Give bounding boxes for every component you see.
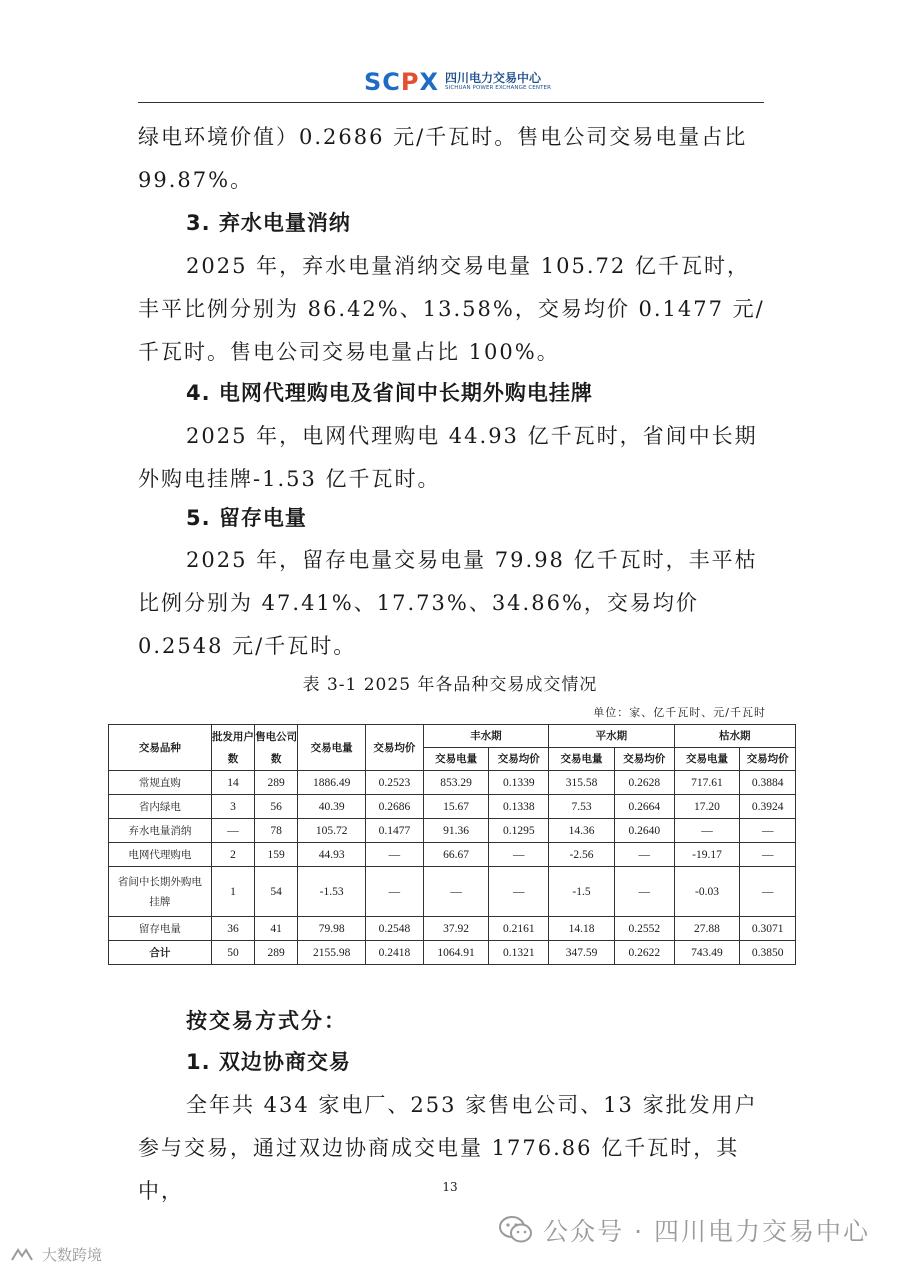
cell-price: 0.2686 xyxy=(366,795,424,819)
cell-wholesale: 36 xyxy=(211,917,254,941)
logo-mark-p: P xyxy=(400,68,420,96)
cell-variety: 合计 xyxy=(109,941,212,965)
cell-price: — xyxy=(366,843,424,867)
watermark xyxy=(499,1212,870,1248)
header-normal-volume: 交易电量 xyxy=(549,748,615,771)
table-row-total xyxy=(109,941,796,965)
header-retail: 售电公司数 xyxy=(255,725,298,771)
heading-bilateral: 1. 双边协商交易 xyxy=(186,1050,351,1074)
paragraph-bilateral: 全年共 434 家电厂、253 家售电公司、13 家批发用户参与交易，通过双边协商成交电量 1776.86 亿千瓦时，其中， xyxy=(138,1093,758,1203)
table-row xyxy=(109,843,796,867)
cell-variety: 留存电量 xyxy=(109,917,212,941)
cell-retail: 54 xyxy=(255,867,298,917)
cell-price: 0.2523 xyxy=(366,771,424,795)
cell-wet-volume: 853.29 xyxy=(423,771,489,795)
cell-normal-volume: 14.18 xyxy=(549,917,615,941)
cell-dry-volume: -19.17 xyxy=(674,843,740,867)
cell-normal-volume: 7.53 xyxy=(549,795,615,819)
paragraph-retained-power: 2025 年，留存电量交易电量 79.98 亿千瓦时，丰平枯比例分别为 47.41%、17.73%、34.86%，交易均价 0.2548 元/千瓦时。 xyxy=(138,548,758,658)
cell-wet-volume: 37.92 xyxy=(423,917,489,941)
cell-normal-volume: 315.58 xyxy=(549,771,615,795)
header-dry-season: 枯水期 xyxy=(674,725,795,748)
header-price: 交易均价 xyxy=(366,725,424,771)
header-dry-volume: 交易电量 xyxy=(674,748,740,771)
cell-normal-price: 0.2664 xyxy=(614,795,674,819)
logo-text xyxy=(445,72,551,92)
watermark-text: 公众号 · 四川电力交易中心 xyxy=(543,1217,870,1246)
cell-wet-volume: 1064.91 xyxy=(423,941,489,965)
cell-dry-volume: 27.88 xyxy=(674,917,740,941)
heading-retained-power: 5. 留存电量 xyxy=(186,506,307,530)
cell-normal-price: — xyxy=(614,867,674,917)
cell-normal-price: 0.2640 xyxy=(614,819,674,843)
paragraph-green-power: 绿电环境价值）0.2686 元/千瓦时。售电公司交易电量占比 99.87%。 xyxy=(138,125,748,192)
cell-wet-volume: — xyxy=(423,867,489,917)
cell-normal-volume: -2.56 xyxy=(549,843,615,867)
logo-mark-sc: SC xyxy=(364,68,401,96)
cell-volume: 1886.49 xyxy=(298,771,366,795)
table-row xyxy=(109,917,796,941)
cell-normal-price: 0.2552 xyxy=(614,917,674,941)
cell-wholesale: — xyxy=(211,819,254,843)
heading-abandoned-water: 3. 弃水电量消纳 xyxy=(186,211,351,235)
cell-normal-price: — xyxy=(614,843,674,867)
cell-normal-price: 0.2622 xyxy=(614,941,674,965)
cell-volume: 79.98 xyxy=(298,917,366,941)
cell-dry-price: — xyxy=(740,819,796,843)
cell-retail: 159 xyxy=(255,843,298,867)
cell-wet-price: 0.1295 xyxy=(489,819,549,843)
cell-normal-volume: -1.5 xyxy=(549,867,615,917)
cell-wholesale: 50 xyxy=(211,941,254,965)
header-dry-price: 交易均价 xyxy=(740,748,796,771)
cell-dry-volume: 17.20 xyxy=(674,795,740,819)
cell-volume: 105.72 xyxy=(298,819,366,843)
cell-wet-price: 0.2161 xyxy=(489,917,549,941)
cell-dry-price: 0.3850 xyxy=(740,941,796,965)
cell-volume: 40.39 xyxy=(298,795,366,819)
cell-wet-price: — xyxy=(489,843,549,867)
cell-retail: 289 xyxy=(255,941,298,965)
paragraph-grid-agent: 2025 年，电网代理购电 44.93 亿千瓦时，省间中长期外购电挂牌-1.53 亿千瓦时。 xyxy=(138,424,758,491)
cell-dry-price: 0.3071 xyxy=(740,917,796,941)
paragraph-abandoned-water: 2025 年，弃水电量消纳交易电量 105.72 亿千瓦时，丰平比例分别为 86.42%、13.58%，交易均价 0.1477 元/千瓦时。售电公司交易电量占比 100%。 xyxy=(138,254,765,364)
cell-wet-price: 0.1339 xyxy=(489,771,549,795)
cell-wet-price: 0.1321 xyxy=(489,941,549,965)
heading-by-trade-method: 按交易方式分： xyxy=(186,1009,347,1033)
cell-price: — xyxy=(366,867,424,917)
cell-volume: 44.93 xyxy=(298,843,366,867)
cell-dry-volume: 717.61 xyxy=(674,771,740,795)
header-wet-price: 交易均价 xyxy=(489,748,549,771)
cell-price: 0.2418 xyxy=(366,941,424,965)
logo-en: SICHUAN POWER EXCHANGE CENTER xyxy=(445,85,552,91)
header-volume: 交易电量 xyxy=(298,725,366,771)
cell-wholesale: 1 xyxy=(211,867,254,917)
cell-wholesale: 2 xyxy=(211,843,254,867)
cell-wet-volume: 91.36 xyxy=(423,819,489,843)
logo-mark-x: X xyxy=(419,68,440,96)
page-number: 13 xyxy=(442,1180,458,1194)
logo-cn: 四川电力交易中心 xyxy=(445,71,542,85)
cell-wet-volume: 15.67 xyxy=(423,795,489,819)
cell-wet-price: 0.1338 xyxy=(489,795,549,819)
cell-variety: 省间中长期外购电挂牌 xyxy=(109,867,212,917)
cell-dry-volume: 743.49 xyxy=(674,941,740,965)
header-rule xyxy=(138,102,764,103)
cell-wet-price: — xyxy=(489,867,549,917)
wechat-icon xyxy=(499,1216,533,1244)
cell-variety: 常规直购 xyxy=(109,771,212,795)
header-normal-price: 交易均价 xyxy=(614,748,674,771)
cell-dry-price: — xyxy=(740,867,796,917)
cell-volume: 2155.98 xyxy=(298,941,366,965)
cell-variety: 省内绿电 xyxy=(109,795,212,819)
cell-normal-volume: 14.36 xyxy=(549,819,615,843)
cell-wholesale: 3 xyxy=(211,795,254,819)
corner-mark-text: 大数跨境 xyxy=(42,1246,103,1264)
cell-normal-price: 0.2628 xyxy=(614,771,674,795)
cell-retail: 289 xyxy=(255,771,298,795)
table-row xyxy=(109,819,796,843)
cell-price: 0.1477 xyxy=(366,819,424,843)
cell-dry-volume: — xyxy=(674,819,740,843)
cell-wholesale: 14 xyxy=(211,771,254,795)
corner-mark xyxy=(10,1244,102,1265)
table-row xyxy=(109,867,796,917)
cell-variety: 弃水电量消纳 xyxy=(109,819,212,843)
table-unit: 单位：家、亿千瓦时、元/千瓦时 xyxy=(593,706,766,719)
cell-dry-price: 0.3924 xyxy=(740,795,796,819)
cell-variety: 电网代理购电 xyxy=(109,843,212,867)
table-row xyxy=(109,795,796,819)
table-row xyxy=(109,771,796,795)
cell-retail: 78 xyxy=(255,819,298,843)
header-logo xyxy=(364,68,551,96)
cell-normal-volume: 347.59 xyxy=(549,941,615,965)
cell-wet-volume: 66.67 xyxy=(423,843,489,867)
header-wet-season: 丰水期 xyxy=(423,725,548,748)
cell-dry-price: — xyxy=(740,843,796,867)
cell-dry-volume: -0.03 xyxy=(674,867,740,917)
heading-grid-agent: 4. 电网代理购电及省间中长期外购电挂牌 xyxy=(186,381,593,405)
header-variety: 交易品种 xyxy=(109,725,212,771)
header-wholesale: 批发用户数 xyxy=(211,725,254,771)
table-title: 表 3-1 2025 年各品种交易成交情况 xyxy=(302,675,598,695)
cell-dry-price: 0.3884 xyxy=(740,771,796,795)
header-wet-volume: 交易电量 xyxy=(423,748,489,771)
cell-retail: 56 xyxy=(255,795,298,819)
corner-logo-icon xyxy=(10,1246,36,1264)
cell-retail: 41 xyxy=(255,917,298,941)
cell-volume: -1.53 xyxy=(298,867,366,917)
header-normal-season: 平水期 xyxy=(549,725,674,748)
trade-variety-table xyxy=(108,724,796,965)
cell-price: 0.2548 xyxy=(366,917,424,941)
logo-mark xyxy=(364,70,439,94)
